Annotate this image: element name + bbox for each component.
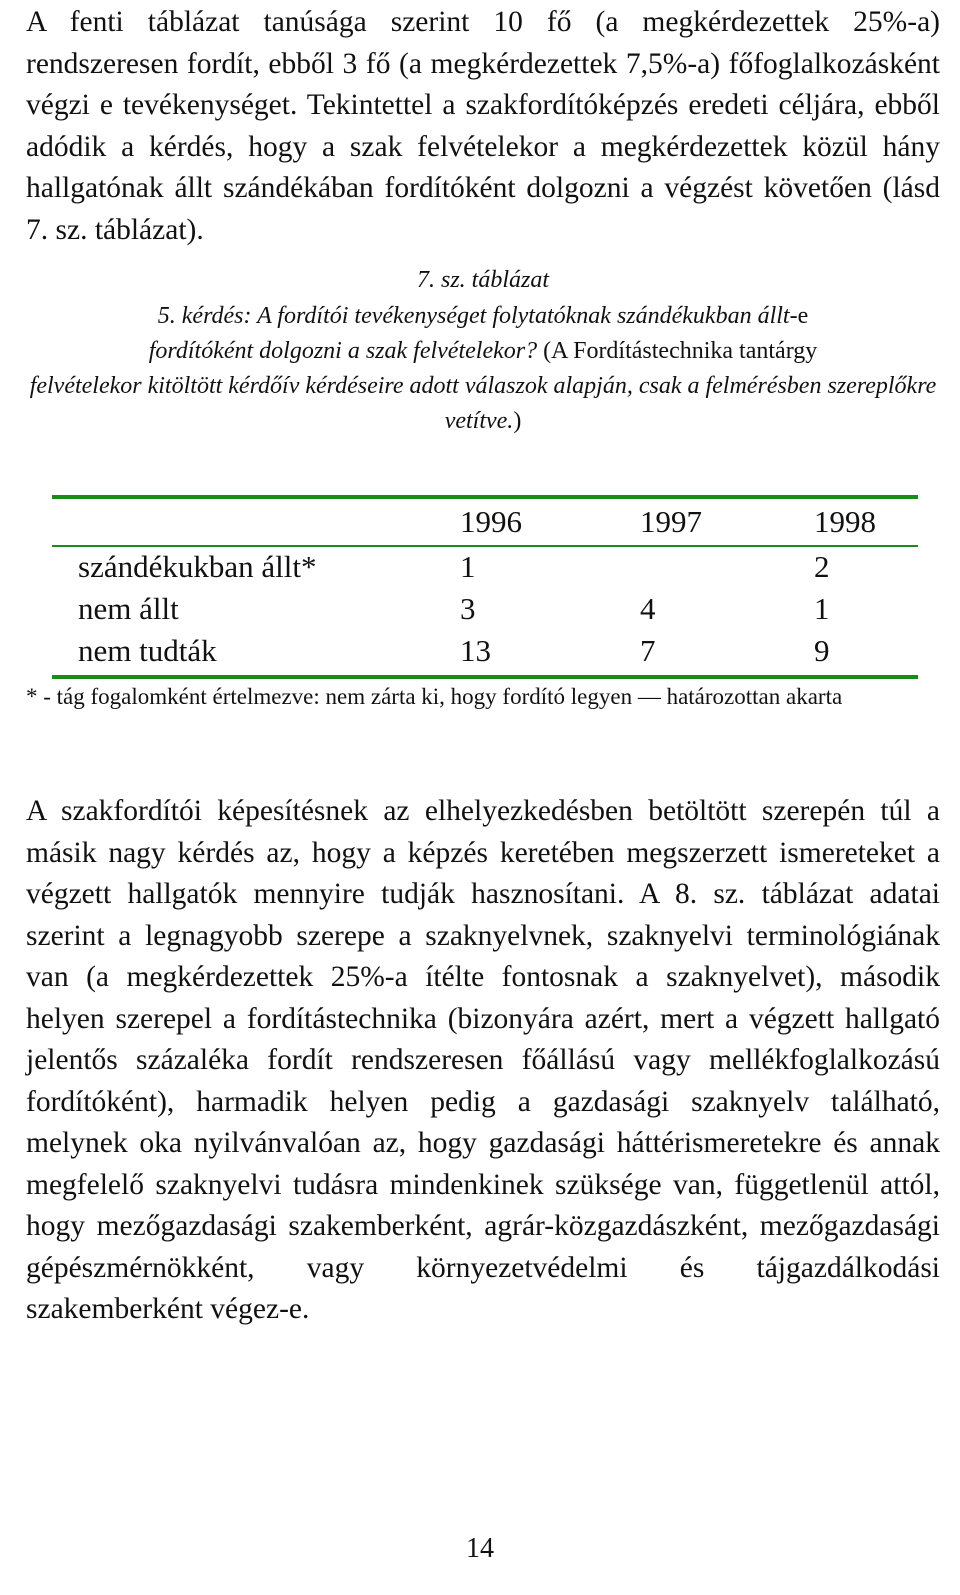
table-row xyxy=(52,549,918,591)
caption-part-3: fordítóként dolgozni a szak felvételekor? xyxy=(148,338,538,364)
paragraph-1: A fenti táblázat tanúsága szerint 10 fő (a megkérdezettek 25%-a) rendszeresen fordít, ebből 3 fő (a megkérdezettek 7,5%-a) főfoglalkozásként végzi e tevékenységet. Tekintettel a szakfordítóképzés eredeti céljára, ebből adódik a kérdés, hogy a szak felvételekor a megkérdezettek közül hány hallgatónak állt szándékában fordítóként dolgozni a végzést követően (lásd 7. sz. táblázat). xyxy=(26,6,940,246)
table-cell: 9 xyxy=(814,633,830,668)
paragraph-2: A szakfordítói képesítésnek az elhelyezkedésben betöltött szerepén túl a másik nagy kérdés az, hogy a képzés keretében megszerzett ismereteket a végzett hallgatók mennyire tudják hasznosítani. A 8. sz. táblázat adatai szerint a legnagyobb szerepe a szaknyelvnek, szaknyelvi terminológiának van (a megkérdezettek 25%-a ítélte fontosnak a szaknyelvet), második helyen szerepel a fordítástechnika (bizonyára azért, mert a végzett hallgató jelentős százaléka fordít rendszeresen főállású vagy mellékfoglalkozású fordítóként), harmadik helyen pedig a gazdasági szaknyelv található, melynek oka nyilvánvalóan az, hogy gazdasági háttérismeretekre és annak megfelelő szaknyelvi tudásra mindenkinek szüksége van, függetlenül attól, hogy mezőgazdasági szakemberként, agrár-közgazdászként, mezőgazdasági gépészmérnökként, vagy környezetvédelmi és tájgazdálkodási szakemberként végez-e. xyxy=(26,795,940,1325)
table-header-cell: 1998 xyxy=(814,504,876,539)
table-cell: 1 xyxy=(814,591,830,626)
table-cell: 3 xyxy=(460,591,476,626)
table-cell: 4 xyxy=(640,591,656,626)
table-row xyxy=(52,633,918,675)
table-cell: 2 xyxy=(814,549,830,584)
caption-part-6: ) xyxy=(513,408,522,434)
table-header-cell: 1996 xyxy=(460,504,522,539)
caption-part-2: e xyxy=(797,303,809,329)
caption-part-5: felvételekor kitöltött kérdőív kérdéseire adott válaszok alapján, csak a felmérésben szereplőkre vetítve. xyxy=(29,373,937,434)
table-title: 7. sz. táblázat xyxy=(416,267,550,293)
table-cell: nem tudták xyxy=(78,633,217,668)
table-caption xyxy=(26,299,940,439)
table-bottom-rule xyxy=(52,675,918,679)
table-cell: szándékukban állt* xyxy=(78,549,317,584)
caption-part-4: (A Fordítástechnika tantárgy xyxy=(537,338,818,364)
table-cell: 1 xyxy=(460,549,476,584)
table-footnote: * - tág fogalomként értelmezve: nem zárta ki, hogy fordító legyen — határozottan akarta xyxy=(26,684,843,709)
table-cell: 13 xyxy=(460,633,491,668)
page-content xyxy=(26,0,940,439)
table-row xyxy=(52,591,918,633)
caption-part-1: 5. kérdés: A fordítói tevékenységet folytatóknak szándékukban állt- xyxy=(157,303,798,329)
table-cell: 7 xyxy=(640,633,656,668)
table-cell: nem állt xyxy=(78,591,179,626)
table-header-cell: 1997 xyxy=(640,504,702,539)
page-content-lower xyxy=(26,791,940,1331)
table-header-row xyxy=(52,504,918,546)
page-number: 14 xyxy=(466,1533,494,1564)
table-top-rule xyxy=(52,495,918,499)
